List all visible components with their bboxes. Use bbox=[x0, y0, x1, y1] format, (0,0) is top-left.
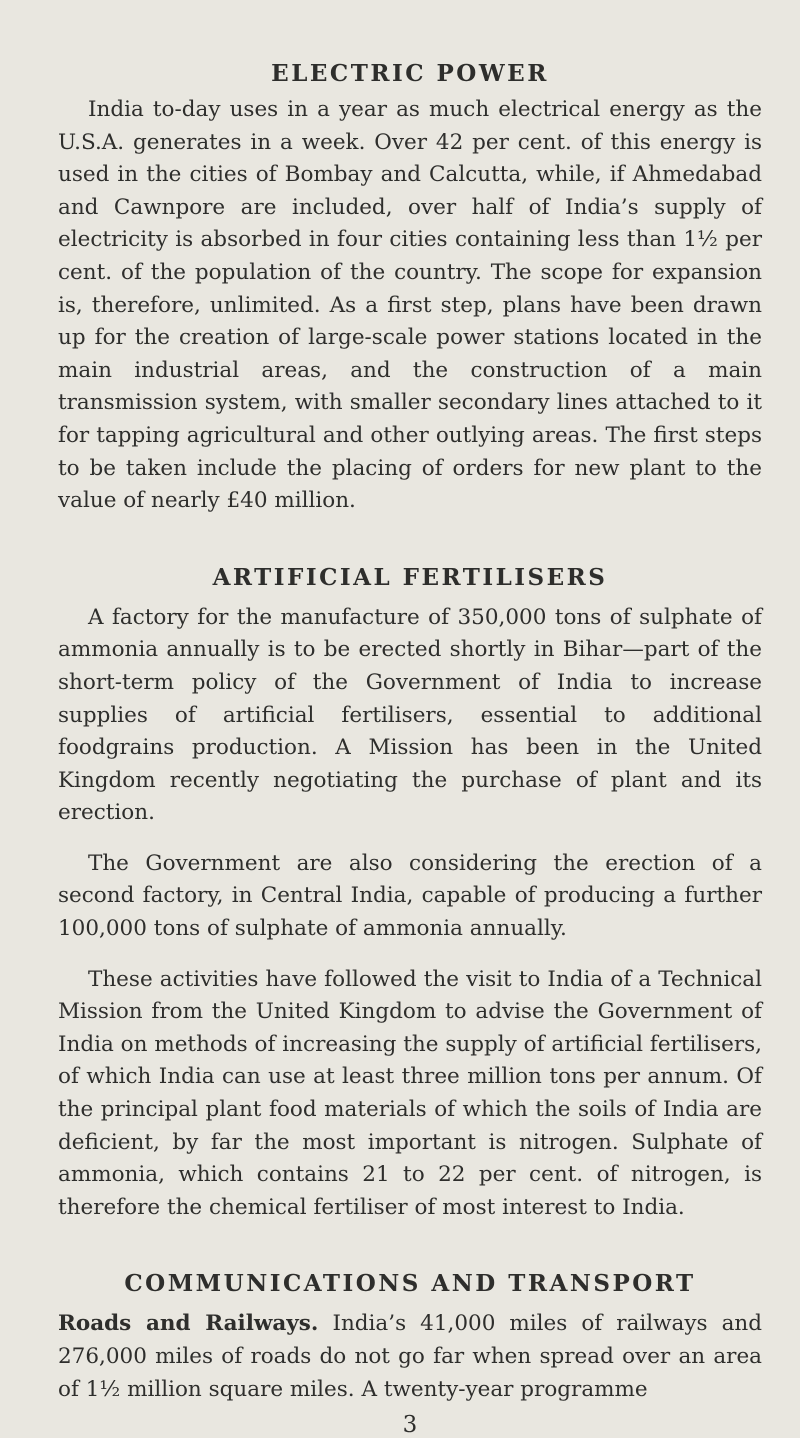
paragraph-fertilisers-mission: These activities have followed the visit to India of a Technical Mission from the United Kingdom to advise the Government of India on methods of increasing the supply of artificial fertilisers, of which India can use at least three million tons per annum. Of the principal plant food materials of which the soils of India are deficient, by far the most important is nitrogen. Sulphate of ammonia, which contains 21 to 22 per cent. of nitrogen, is therefore the chemical fertiliser of most interest to India. bbox=[58, 966, 762, 1220]
paragraph-roads-railways bbox=[58, 1308, 762, 1406]
paragraph-fertilisers-second-factory: The Government are also considering the erection of a second factory, in Central India, capable of producing a further 100,000 tons of sulphate of ammonia annually. bbox=[58, 850, 762, 942]
paragraph-electric-power: India to-day uses in a year as much electrical energy as the U.S.A. generates in a week. Over 42 per cent. of this energy is used in the cities of Bombay and Calcutta, while, if Ahmedabad and Cawnpore are included, over half of India’s supply of electricity is absorbed in four cities containing less than 1½ per cent. of the population of the country. The scope for expansion is, therefore, unlimited. As a first step, plans have been drawn up for the creation of large-scale power stations located in the main industrial areas, and the construction of a main transmission system, with smaller secondary lines attached to it for tapping agricultural and other outlying areas. The first steps to be taken include the placing of orders for new plant to the value of nearly £40 million. bbox=[58, 97, 762, 514]
paragraph-fertilisers-factory: A factory for the manufacture of 350,000 tons of sulphate of ammonia annually is to be erected shortly in Bihar—part of the short-term policy of the Government of India to increase supplies of artificial fertilisers, essential to additional foodgrains production. A Mission has been in the United Kingdom recently negotiating the purchase of plant and its erection. bbox=[58, 604, 762, 826]
paragraph-roads-railways-text: India’s 41,000 miles of railways and 276,000 miles of roads do not go far when spread over an area of 1½ million square miles. A twenty-year programme bbox=[58, 1311, 762, 1402]
run-in-heading: Roads and Railways. bbox=[58, 1311, 319, 1337]
section-heading-communications: COMMUNICATIONS AND TRANSPORT bbox=[124, 1270, 696, 1298]
section-heading-electric-power: ELECTRIC POWER bbox=[271, 60, 549, 87]
page-number: 3 bbox=[402, 1412, 418, 1438]
section-heading-artificial-fertilisers: ARTIFICIAL FERTILISERS bbox=[212, 563, 608, 591]
